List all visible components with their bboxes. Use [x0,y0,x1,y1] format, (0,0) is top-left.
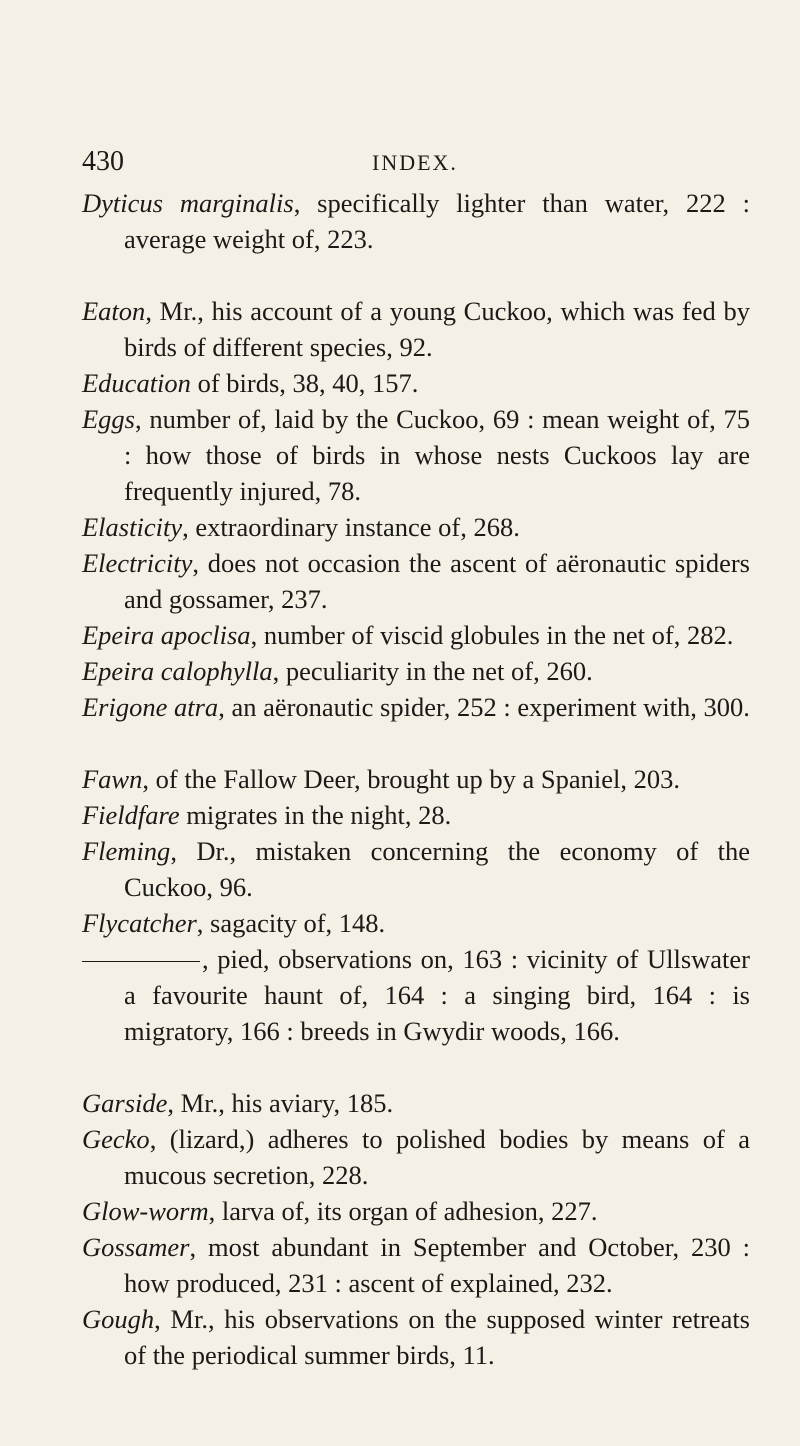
entry-headword: Gossamer [82,1232,190,1262]
entry-headword: Epeira apoclisa [82,620,251,650]
entry-text: , specifically lighter than water, 222 : average weight of, 223. [124,188,750,254]
entry-headword: Education [82,368,191,398]
ditto-dash [82,961,200,962]
index-entry [82,797,750,833]
index-entry [82,617,750,653]
entry-headword: Dyticus marginalis [82,188,294,218]
entry-headword: Flycatcher [82,908,197,938]
index-entry [82,1229,750,1301]
index-entry [82,905,750,941]
entry-headword: Gough [82,1304,155,1334]
entry-headword: Erigone atra [82,692,219,722]
index-entry [82,653,750,689]
entry-headword: Fawn [82,764,143,794]
entry-text: , of the Fallow Deer, brought up by a Spaniel, 203. [142,764,681,794]
entry-headword: Eaton [82,296,146,326]
entry-text: , number of viscid globules in the net of, 282. [250,620,734,650]
entry-headword: Fleming [82,836,171,866]
entry-headword: Eggs [82,404,135,434]
entry-text: , (lizard,) adheres to polished bodies by means of a mucous secretion, 228. [124,1124,750,1190]
index-entry [82,365,750,401]
index-entry [82,545,750,617]
entry-text: , sagacity of, 148. [196,908,386,938]
entry-text: , Mr., his observations on the supposed winter retreats of the periodical summer birds, 11. [124,1304,750,1370]
entry-text: of birds, 38, 40, 157. [190,368,419,398]
entry-text: , most abundant in September and October, 230 : how produced, 231 : ascent of explained, 232. [124,1232,750,1298]
entry-text: , Mr., his aviary, 185. [167,1088,394,1118]
page-number: 430 [82,146,124,177]
index-entry [82,185,750,257]
entry-headword: Gecko [82,1124,150,1154]
index-section [82,761,750,1049]
running-head: INDEX. [372,150,458,175]
entry-text: migrates in the night, 28. [179,800,452,830]
index-entry [82,293,750,365]
entry-text: , extraordinary instance of, 268. [182,512,520,542]
entry-text: , pied, observations on, 163 : vicinity of Ullswater a favourite haunt of, 164 : a singing bird, 164 : is migratory, 166 : breeds in Gwydir woods, 166. [124,944,750,1046]
entry-headword: Glow-worm [82,1196,209,1226]
index-entry [82,1085,750,1121]
entry-text: , larva of, its organ of adhesion, 227. [208,1196,598,1226]
index-entry [82,689,750,725]
page-header [0,140,800,180]
entry-text: , number of, laid by the Cuckoo, 69 : mean weight of, 75 : how those of birds in whose nests Cuckoos lay are frequently injured, 78. [124,404,750,506]
index-entry [82,1121,750,1193]
entry-text: , an aëronautic spider, 252 : experiment with, 300. [218,692,750,722]
entry-text: , Mr., his account of a young Cuckoo, which was fed by birds of different species, 92. [124,296,750,362]
index-entry [82,1301,750,1373]
index-section [82,185,750,257]
entry-text: , Dr., mistaken concerning the economy of the Cuckoo, 96. [124,836,750,902]
index-entry [82,401,750,509]
entry-text: , peculiarity in the net of, 260. [272,656,593,686]
index-entry [82,509,750,545]
index-body [82,185,750,1409]
index-entry [82,1193,750,1229]
entry-headword: Epeira calophylla [82,656,273,686]
entry-headword: Elasticity [82,512,183,542]
index-entry [82,941,750,1049]
index-entry [82,833,750,905]
entry-text: , does not occasion the ascent of aëronautic spiders and gossamer, 237. [124,548,750,614]
entry-headword: Garside [82,1088,168,1118]
entry-headword: Fieldfare [82,800,180,830]
index-entry [82,761,750,797]
entry-headword: Electricity [82,548,193,578]
index-section [82,293,750,725]
index-section [82,1085,750,1373]
